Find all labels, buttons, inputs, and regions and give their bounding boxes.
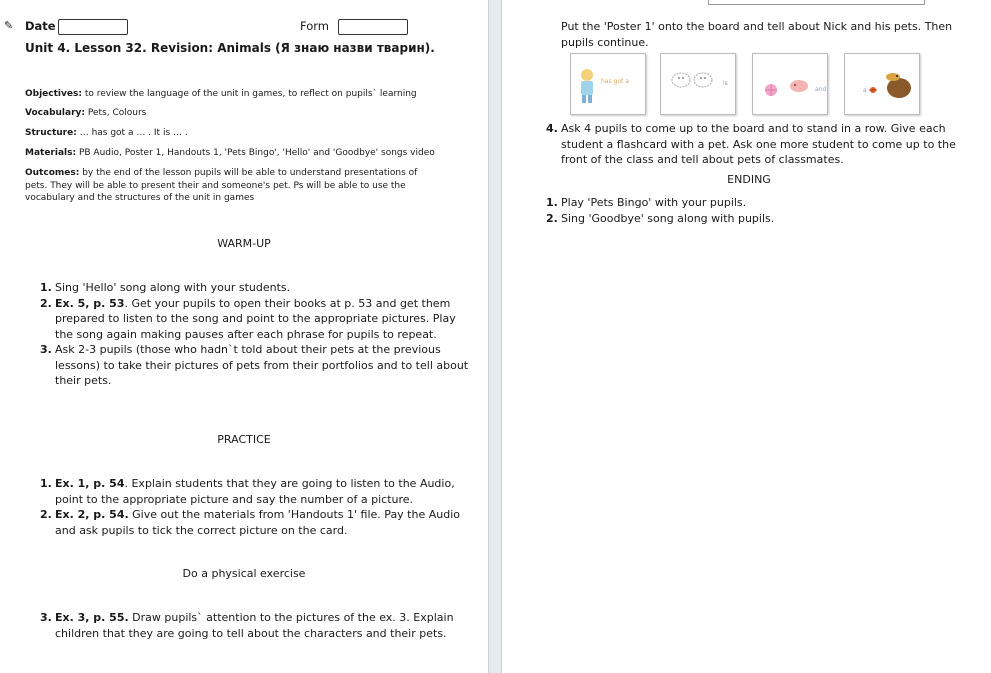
pets-icon [763,76,823,106]
date-label: Date [25,19,56,33]
structure-text: … has got a … . It is … . [79,128,188,138]
ending-list [546,195,976,226]
right-page [503,0,991,673]
flashcard-4 [844,53,920,115]
outcomes-label: Outcomes: [25,168,80,178]
vocabulary [25,107,146,120]
right-item-4: 4. Ask 4 pupils to come up to the board and to stand in a row. Give each student a flashcard with a pet. Ask one more student to come up to the front of the class and tell about pets of classmates. [546,122,956,166]
flashcard-1-caption: has got a [601,78,629,85]
outcomes-line-3: vocabulary and the structures of the unit in games [25,193,255,203]
practice-heading: PRACTICE [217,433,271,446]
practice-list [40,476,470,538]
form-field[interactable] [338,19,408,35]
turtle-icon [861,68,917,108]
flashcard-2-caption: is [723,80,728,87]
cats-icon [669,66,719,96]
form-label: Form [300,19,329,33]
page-title: Unit 4. Lesson 32. Revision: Animals (Я знаю назви тварин). [25,41,435,55]
vocabulary-label: Vocabulary: [25,108,85,118]
practice-item-3: 3. Ex. 3, p. 55. Draw pupils` attention to the pictures of the ex. 3. Explain children that they are going to tell about the characters and their pets. [40,611,454,640]
warmup-item-2: 2. Ex. 5, p. 53. Get your pupils to open their books at p. 53 and get them prepared to listen to the song and point to the appropriate pictures. Play the song again making pauses after each phrase for pupils to repeat. [40,296,456,341]
practice-item-2: 2. Ex. 2, p. 54. Give out the materials from 'Handouts 1' file. Pay the Audio and ask pupils to tick the correct picture on the card. [40,508,460,537]
flashcard-1 [570,53,646,115]
outcomes-line-1: by the end of the lesson pupils will be able to understand presentations of [82,168,418,178]
flashcard-2 [660,53,736,115]
materials [25,147,435,160]
ending-heading: ENDING [727,173,771,186]
objectives-label: Objectives: [25,89,82,99]
warmup-item-1: 1. Sing 'Hello' song along with your students. [40,281,291,294]
ending-item-1: 1. Play 'Pets Bingo' with your pupils. [546,196,747,209]
objectives [25,88,417,101]
exercise-heading: Do a physical exercise [182,567,306,580]
flashcard-4-caption: a [863,87,867,94]
item4-list [546,121,976,168]
ending-item-2: 2. Sing 'Goodbye' song along with pupils. [546,211,775,225]
flashcard-3-caption: and [815,86,827,93]
materials-label: Materials: [25,148,77,158]
vocabulary-text: Pets, Colours [87,108,147,118]
outcomes [25,167,417,205]
warmup-list [40,280,470,389]
structure-label: Structure: [25,128,77,138]
flashcard-3 [752,53,828,115]
date-field[interactable] [58,19,128,35]
pen-icon: ✎ [4,19,14,32]
boy-icon [575,66,605,106]
top-edge-line [708,0,925,5]
outcomes-line-2: pets. They will be able to present their and someone's pet. Ps will be able to use the [25,180,406,191]
objectives-text: to review the language of the unit in games, to reflect on pupils` learning [84,89,417,99]
page-divider [488,0,502,673]
practice-item-1: 1. Ex. 1, p. 54. Explain students that they are going to listen to the Audio, point to the appropriate picture and say the number of a picture. [40,477,455,506]
structure [25,127,188,140]
intro-text: Put the 'Poster 1' onto the board and tell about Nick and his pets. Then pupils continue. [561,20,953,49]
left-page [0,0,488,673]
materials-text: PB Audio, Poster 1, Handouts 1, 'Pets Bingo', 'Hello' and 'Goodbye' songs video [78,148,435,158]
warmup-heading: WARM-UP [217,237,271,250]
practice-list-cont [40,610,470,641]
warmup-item-3: 3. Ask 2-3 pupils (those who hadn`t told about their pets at the previous lessons) to take their pictures of pets from their portfolios and to tell about their pets. [40,343,469,387]
